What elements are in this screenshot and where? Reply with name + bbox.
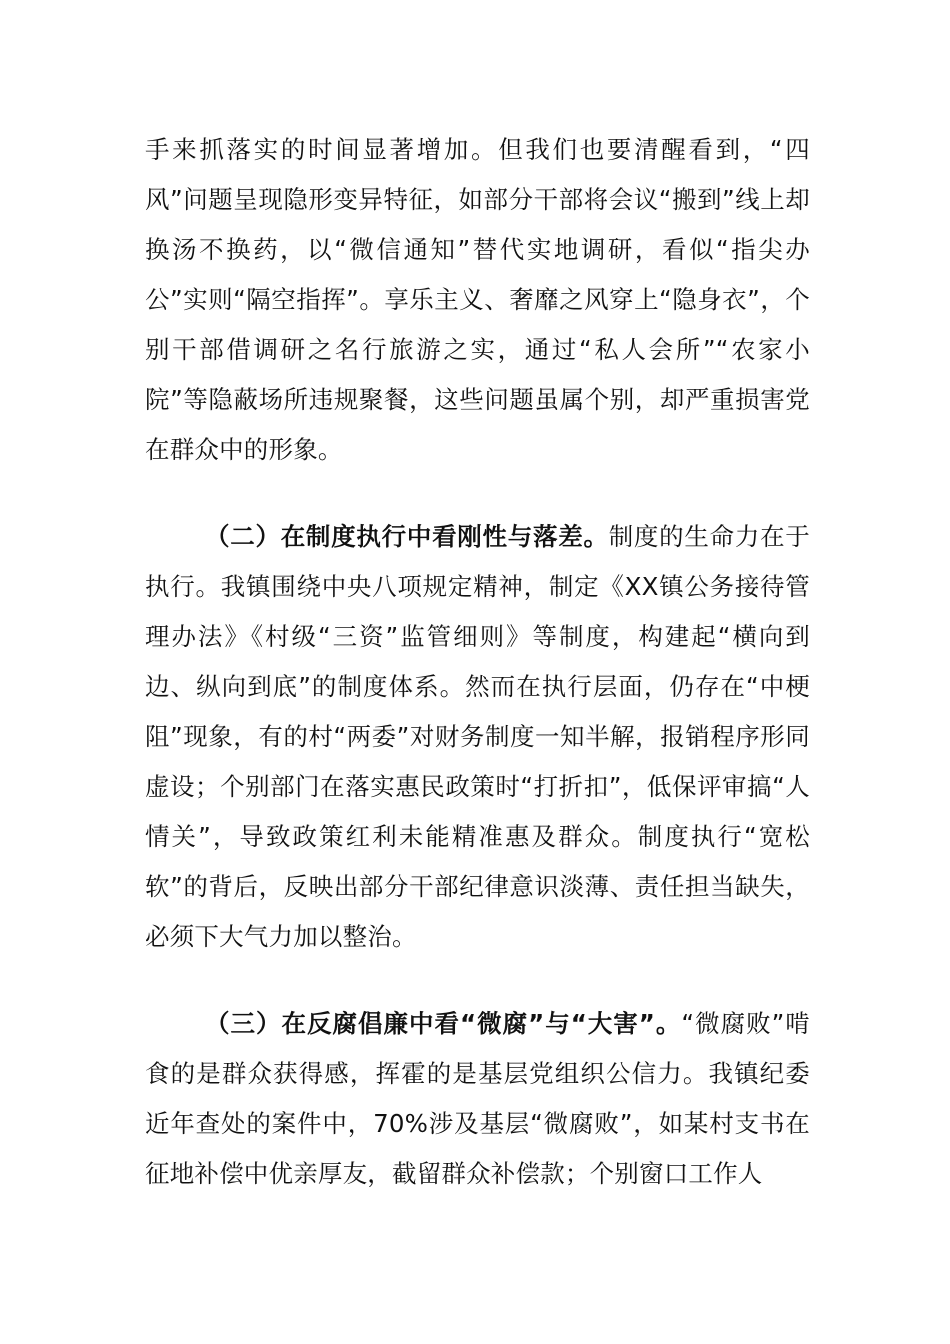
paragraph-spacer [145,962,810,999]
paragraph-spacer [145,475,810,512]
document-body [145,125,810,1199]
paragraph-text: 手来抓落实的时间显著增加。但我们也要清醒看到，“四风”问题呈现隐形变异特征，如部分干部将会议“搬到”线上却换汤不换药，以“微信通知”替代实地调研，看似“指尖办公”实则“隔空指挥”。享乐主义、奢靡之风穿上“隐身衣”，个别干部借调研之名行旅游之实，通过“私人会所”“农家小院”等隐蔽场所违规聚餐，这些问题虽属个别，却严重损害党在群众中的形象。 [145,135,810,464]
section-heading-3: （三）在反腐倡廉中看“微腐”与“大害”。 [205,1009,682,1038]
paragraph-text: 制度的生命力在于执行。我镇围绕中央八项规定精神，制定《XX镇公务接待管理办法》《村级“三资”监管细则》等制度，构建起“横向到边、纵向到底”的制度体系。然而在执行层面，仍存在“中梗阻”现象，有的村“两委”对财务制度一知半解，报销程序形同虚设；个别部门在落实惠民政策时“打折扣”，低保评审搞“人情关”，导致政策红利未能精准惠及群众。制度执行“宽松软”的背后，反映出部分干部纪律意识淡薄、责任担当缺失，必须下大气力加以整治。 [145,522,810,951]
paragraph-text: “微腐败”啃食的是群众获得感，挥霍的是基层党组织公信力。我镇纪委近年查处的案件中，70%涉及基层“微腐败”，如某村支书在征地补偿中优亲厚友，截留群众补偿款；个别窗口工作人 [145,1009,810,1188]
paragraph-continuation [145,125,810,475]
paragraph-section-2 [145,512,810,962]
paragraph-section-3 [145,999,810,1199]
section-heading-2: （二）在制度执行中看刚性与落差。 [205,522,609,551]
